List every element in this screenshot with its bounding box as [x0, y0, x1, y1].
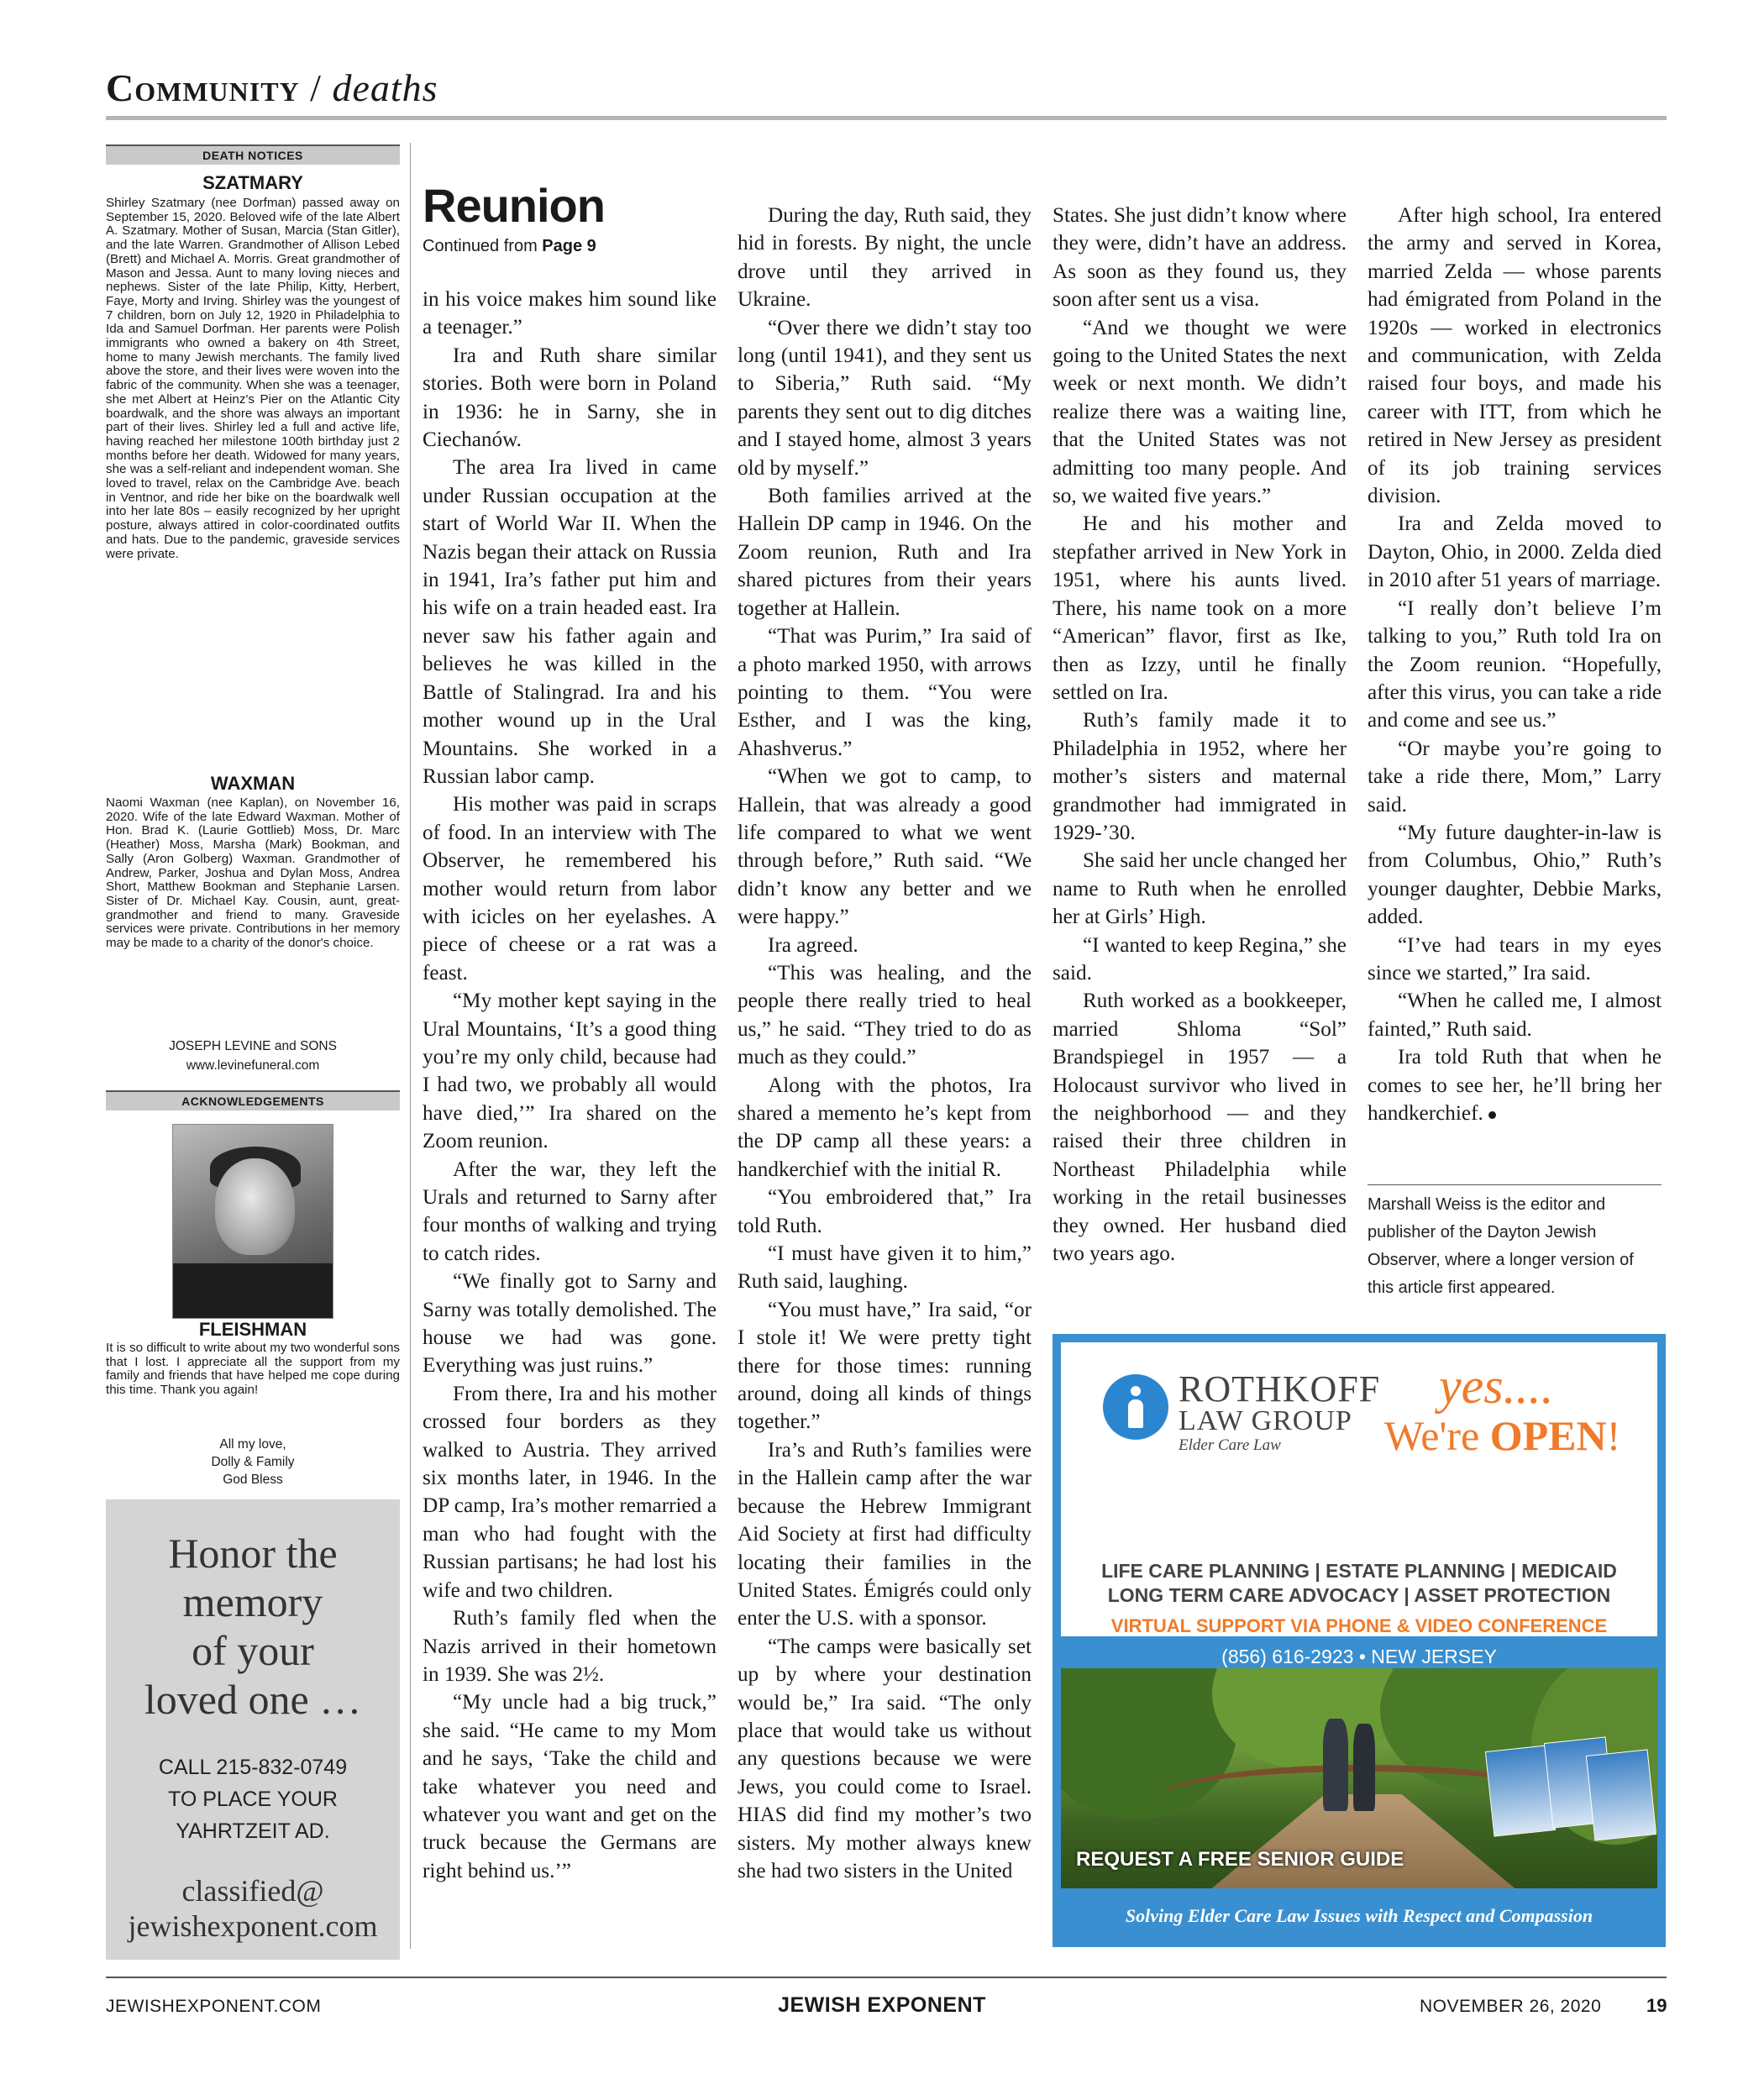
paragraph: “Over there we didn’t stay too long (until 1941), and they sent us to Siberia,” Ruth said. “My parents they sent out to dig ditches and I stayed home, almost 3 years old by myself.”	[738, 316, 1032, 480]
ad-white-panel	[1061, 1342, 1657, 1636]
paragraph-text: Ira told Ruth that when he comes to see her, he’ll bring her handkerchief.	[1368, 1046, 1662, 1125]
ad-open-prefix: We're	[1384, 1412, 1490, 1459]
article-column-3	[1053, 202, 1347, 1268]
ad-yes: yes....	[1439, 1358, 1554, 1414]
paragraph: From there, Ira and his mother crossed four borders as they walked to Austria. They arrived six months later, in 1946. In the DP camp, Ira’s mother remarried a man who had fought with the Russian partisans; he had lost his wife and two children.	[423, 1382, 717, 1602]
paragraph-last	[1368, 1043, 1662, 1127]
paragraph: “I’ve had tears in my eyes since we started,” Ira said.	[1368, 933, 1662, 984]
ad-firm-tagline: Elder Care Law	[1179, 1436, 1281, 1454]
paragraph: “And we thought we were going to the United States the next week or next month. We didn’t realize there was a waiting line, that the United States was not admitting too many people. And so, we waited five years.”	[1053, 316, 1347, 508]
paragraph: Ruth worked as a bookkeeper, married Shloma “Sol” Brandspiegel in 1957 — a Holocaust survivor who lived in the neighborhood — and they raised their three children in Northeast Philadelphia while working in the retail businesses they owned. Her husband died two years ago.	[1053, 990, 1347, 1266]
ad-firm-name-2: LAW GROUP	[1179, 1405, 1352, 1436]
memorial-call-3: YAHRTZEIT AD.	[176, 1819, 330, 1843]
memorial-ad	[106, 1499, 400, 1960]
header-rule	[106, 116, 1667, 120]
footer-date: NOVEMBER 26, 2020	[1420, 1997, 1602, 2016]
ad-open	[1384, 1411, 1620, 1460]
ad-services-2: LONG TERM CARE ADVOCACY | ASSET PROTECTION	[1107, 1584, 1611, 1606]
paragraph: “We finally got to Sarny and Sarny was totally demolished. The house we had was gone. Everything was just ruins.”	[423, 1270, 717, 1378]
paragraph: States. She just didn’t know where they were, didn’t have an address. As soon as they found us, they soon after sent us a visa.	[1053, 204, 1347, 312]
memorial-line-3: of your	[192, 1627, 314, 1674]
ad-tagline: Solving Elder Care Law Issues with Respect and Compassion	[1125, 1905, 1593, 1926]
subsection-name: deaths	[332, 66, 438, 109]
photo-face	[215, 1158, 295, 1255]
paragraph: “You embroidered that,” Ira told Ruth.	[738, 1186, 1032, 1237]
ad-firm-name: ROTHKOFF	[1179, 1368, 1381, 1410]
paragraph: “This was healing, and the people there really tried to heal us,” he said. “They tried to do as much as they could.”	[738, 961, 1032, 1069]
continued-from	[423, 237, 596, 256]
end-mark-icon	[1488, 1111, 1496, 1119]
acknowledgement-sign-1: All my love,	[219, 1437, 286, 1452]
memorial-line-2: memory	[182, 1578, 323, 1625]
paragraph: Ira and Ruth share similar stories. Both were born in Poland in 1936: he in Sarny, she in Ciechanów.	[423, 344, 717, 452]
paragraph: Ira’s and Ruth’s families were in the Hallein camp after the war because the Hebrew Immigrant Aid Society at first had difficulty locating their families in the United States. Émigrés could only enter the U.S. with a sponsor.	[738, 1438, 1032, 1630]
memorial-line-4: loved one …	[144, 1676, 362, 1723]
section-name: Community	[106, 66, 300, 109]
footer-page-number: 19	[1646, 1995, 1667, 2016]
memorial-call-1: CALL 215-832-0749	[158, 1756, 348, 1779]
funeral-home-website: www.levinefuneral.com	[186, 1058, 320, 1073]
acknowledgement-text: It is so difficult to write about my two wonderful sons that I lost. I appreciate all the support from my family and friends that have helped me cope during this time. Thank you again!	[106, 1341, 400, 1398]
paragraph: “The camps were basically set up by where your destination would be,” Ira said. “The only place that would take us without any questions because we were Jews, you could come to Israel. HIAS did find my mother’s two sisters. My mother always knew she had two sisters in the United	[738, 1635, 1032, 1882]
section-header	[106, 66, 438, 110]
paragraph: During the day, Ruth said, they hid in forests. By night, the uncle drove until they arrived in Ukraine.	[738, 204, 1032, 312]
paragraph: His mother was paid in scraps of food. In an interview with The Observer, he remembered his mother would return from labor with icicles on her eyelashes. A piece of cheese or a rat was a feast.	[423, 793, 717, 984]
memorial-line-1: Honor the	[168, 1530, 338, 1577]
rothkoff-ad[interactable]	[1053, 1334, 1666, 1947]
memorial-email-2: jewishexponent.com	[128, 1909, 378, 1943]
photo-shirt	[173, 1263, 333, 1319]
notice-name-waxman: WAXMAN	[210, 773, 296, 794]
section-separator: /	[310, 66, 322, 109]
column-divider	[410, 143, 411, 1949]
ad-phone-nj[interactable]: (856) 616-2923 • NEW JERSEY	[1221, 1646, 1497, 1667]
paragraph: “I really don’t believe I’m talking to you,” Ruth told Ira on the Zoom reunion. “Hopefully, after this virus, you can take a ride and come and see us.”	[1368, 596, 1662, 732]
paragraph: Both families arrived at the Hallein DP camp in 1946. On the Zoom reunion, Ruth and Ira shared pictures from their years together at Hallein.	[738, 485, 1032, 620]
paragraph: Ira and Zelda moved to Dayton, Ohio, in 2000. Zelda died in 2010 after 51 years of marriage.	[1368, 512, 1662, 592]
family-logo-icon	[1103, 1374, 1168, 1440]
person-figure	[1353, 1724, 1375, 1811]
paragraph: She said her uncle changed her name to Ruth when he enrolled her at Girls’ High.	[1053, 849, 1347, 929]
footer-paper-name: JEWISH EXPONENT	[778, 1993, 986, 2017]
paragraph: “I wanted to keep Regina,” she said.	[1053, 933, 1347, 984]
paragraph: “My future daughter-in-law is from Columbus, Ohio,” Ruth’s younger daughter, Debbie Marks, added.	[1368, 821, 1662, 929]
notice-text-waxman: Naomi Waxman (nee Kaplan), on November 16, 2020. Wife of the late Edward Waxman. Mother of Hon. Brad K. (Laurie Gottlieb) Moss, Dr. Marc (Heather) Moss, Marsha (Mark) Bookman, and Sally (Aron Golberg) Waxman. Grandmother of Andrew, Parker, Joshua and Dylan Moss, Andrea Short, Matthew Bookman and Stephanie Larsen. Sister of Dr. Michael Kay. Cousin, aunt, great-grandmother and friend to many. Graveside services were private. Contributions in her memory may be made to a charity of the donor's choice.	[106, 795, 400, 951]
paragraph: After high school, Ira entered the army and served in Korea, married Zelda — whose parents had émigrated from Poland in the 1920s — worked in electronics and communication, with Zelda raised four boys, and made his career with ITT, from which he retired in New Jersey as president of its job training services division.	[1368, 204, 1662, 508]
paragraph: Ruth’s family fled when the Nazis arrived in their hometown in 1939. She was 2½.	[423, 1607, 717, 1686]
paragraph: “When he called me, I almost fainted,” Ruth said.	[1368, 990, 1662, 1041]
person-figure	[1323, 1719, 1348, 1811]
acknowledgement-name: FLEISHMAN	[198, 1319, 307, 1340]
guide-book	[1586, 1749, 1656, 1840]
memorial-call-2: TO PLACE YOUR	[168, 1788, 338, 1811]
footer-rule	[106, 1977, 1667, 1978]
notice-name-szatmary: SZATMARY	[202, 172, 303, 193]
continued-prefix: Continued from	[423, 237, 543, 255]
paragraph: “Or maybe you’re going to take a ride there, Mom,” Larry said.	[1368, 737, 1662, 816]
notice-text-szatmary: Shirley Szatmary (nee Dorfman) passed away on September 15, 2020. Beloved wife of the late Albert A. Szatmary. Mother of Susan, Marcia (Stan Gitler), and the late Warren. Grandmother of Allison Lebed (Brett) and Michael A. Morris. Great grandmother of Mason and Jessa. Aunt to many loving nieces and nephews. Sister of the late Philip, Kitty, Herbert, Faye, Morty and Irving. Shirley was the youngest of 7 children, born on July 12, 1920 in Philadelphia to Ida and Samuel Dorfman. Her parents were Polish immigrants who owned a bakery on 4th Street, home to many Jewish merchants. The family lived above the store, and their lives were woven into the fabric of the community. When she was a teenager, she met Albert at Heinz's Pier on the Atlantic City boardwalk, and the shore was always an important part of their lives. Shirley led a full and active life, having reached her milestone 100th birthday just 2 months before her death. Widowed for many years, she was a self-reliant and independent woman. She loved to travel, relax on the Cambridge Ave. beach in Ventnor, and ride her bike on the boardwalk well into her late 80s – easily recognized by her upright posture, always attired in color-coordinated outfits and hats. Due to the pandemic, graveside services were private.	[106, 196, 400, 561]
article-title: Reunion	[423, 179, 605, 232]
paragraph: in his voice makes him sound like a teenager.”	[423, 288, 717, 339]
ad-services-1: LIFE CARE PLANNING | ESTATE PLANNING | MEDICAID	[1101, 1560, 1617, 1582]
paragraph: After the war, they left the Urals and returned to Sarny after four months of walking and trying to catch rides.	[423, 1158, 717, 1265]
article-column-1	[423, 286, 717, 1885]
paragraph: He and his mother and stepfather arrived in New York in 1951, where his aunts lived. There, his name took on a more “American” flavor, first as Ike, then as Izzy, until he finally settled on Ira.	[1053, 512, 1347, 704]
paragraph: “I must have given it to him,” Ruth said, laughing.	[738, 1242, 1032, 1294]
author-bio: Marshall Weiss is the editor and publisher of the Dayton Jewish Observer, where a longer version of this article first appeared.	[1368, 1195, 1634, 1297]
paragraph: “That was Purim,” Ira said of a photo marked 1950, with arrows pointing to them. “You were Esther, and I was the king, Ahashverus.”	[738, 625, 1032, 760]
footer-site[interactable]: JEWISHEXPONENT.COM	[106, 1997, 322, 2016]
paragraph: “My uncle had a big truck,” she said. “He came to my Mom and he says, ‘Take the child and take whatever you need and whatever you want and get on the truck because the Germans are right behind us.’”	[423, 1691, 717, 1882]
ad-virtual: VIRTUAL SUPPORT VIA PHONE & VIDEO CONFERENCE	[1110, 1615, 1608, 1636]
paragraph: “You must have,” Ira said, “or I stole it! We were pretty tight there for those times: running around, doing all kinds of things together.”	[738, 1298, 1032, 1434]
paragraph: Ruth’s family made it to Philadelphia in 1952, where her mother’s sisters and maternal grandmother had immigrated in 1929-’30.	[1053, 709, 1347, 844]
paragraph: “When we got to camp, to Hallein, that was already a good life compared to what we went through before,” Ruth said. “We didn’t know any better and we were happy.”	[738, 765, 1032, 929]
article-column-4	[1368, 202, 1662, 1127]
ad-open-suffix: !	[1606, 1412, 1621, 1459]
continued-page: Page 9	[542, 237, 596, 255]
death-notices-label: DEATH NOTICES	[106, 144, 400, 165]
funeral-home-name: JOSEPH LEVINE and SONS	[169, 1039, 337, 1053]
paragraph: The area Ira lived in came under Russian occupation at the start of World War II. When the Nazis began their attack on Russia in 1941, Ira’s father put him and his wife on a train headed east. Ira never saw his father again and believes he was killed in the Battle of Stalingrad. Ira and his mother wound up in the Ural Mountains. She worked in a Russian labor camp.	[423, 456, 717, 788]
paragraph: Ira agreed.	[768, 933, 858, 957]
ad-open-word: OPEN	[1489, 1412, 1607, 1459]
article-column-2	[738, 202, 1032, 1885]
paragraph: Along with the photos, Ira shared a memento he’s kept from the DP camp all these years: a handkerchief with the initial R.	[738, 1074, 1032, 1181]
paragraph: “My mother kept saying in the Ural Mountains, ‘It’s a good thing you’re my only child, because had I had two, we probably all would have died,’” Ira shared on the Zoom reunion.	[423, 990, 717, 1153]
fleishman-photo	[172, 1124, 333, 1319]
acknowledgement-sign-3: God Bless	[223, 1473, 283, 1487]
acknowledgements-label: ACKNOWLEDGEMENTS	[106, 1090, 400, 1110]
bio-rule	[1368, 1184, 1662, 1185]
acknowledgement-sign-2: Dolly & Family	[211, 1455, 295, 1469]
memorial-email-1: classified@	[181, 1874, 324, 1908]
ad-guide-cta[interactable]: REQUEST A FREE SENIOR GUIDE	[1076, 1848, 1404, 1871]
